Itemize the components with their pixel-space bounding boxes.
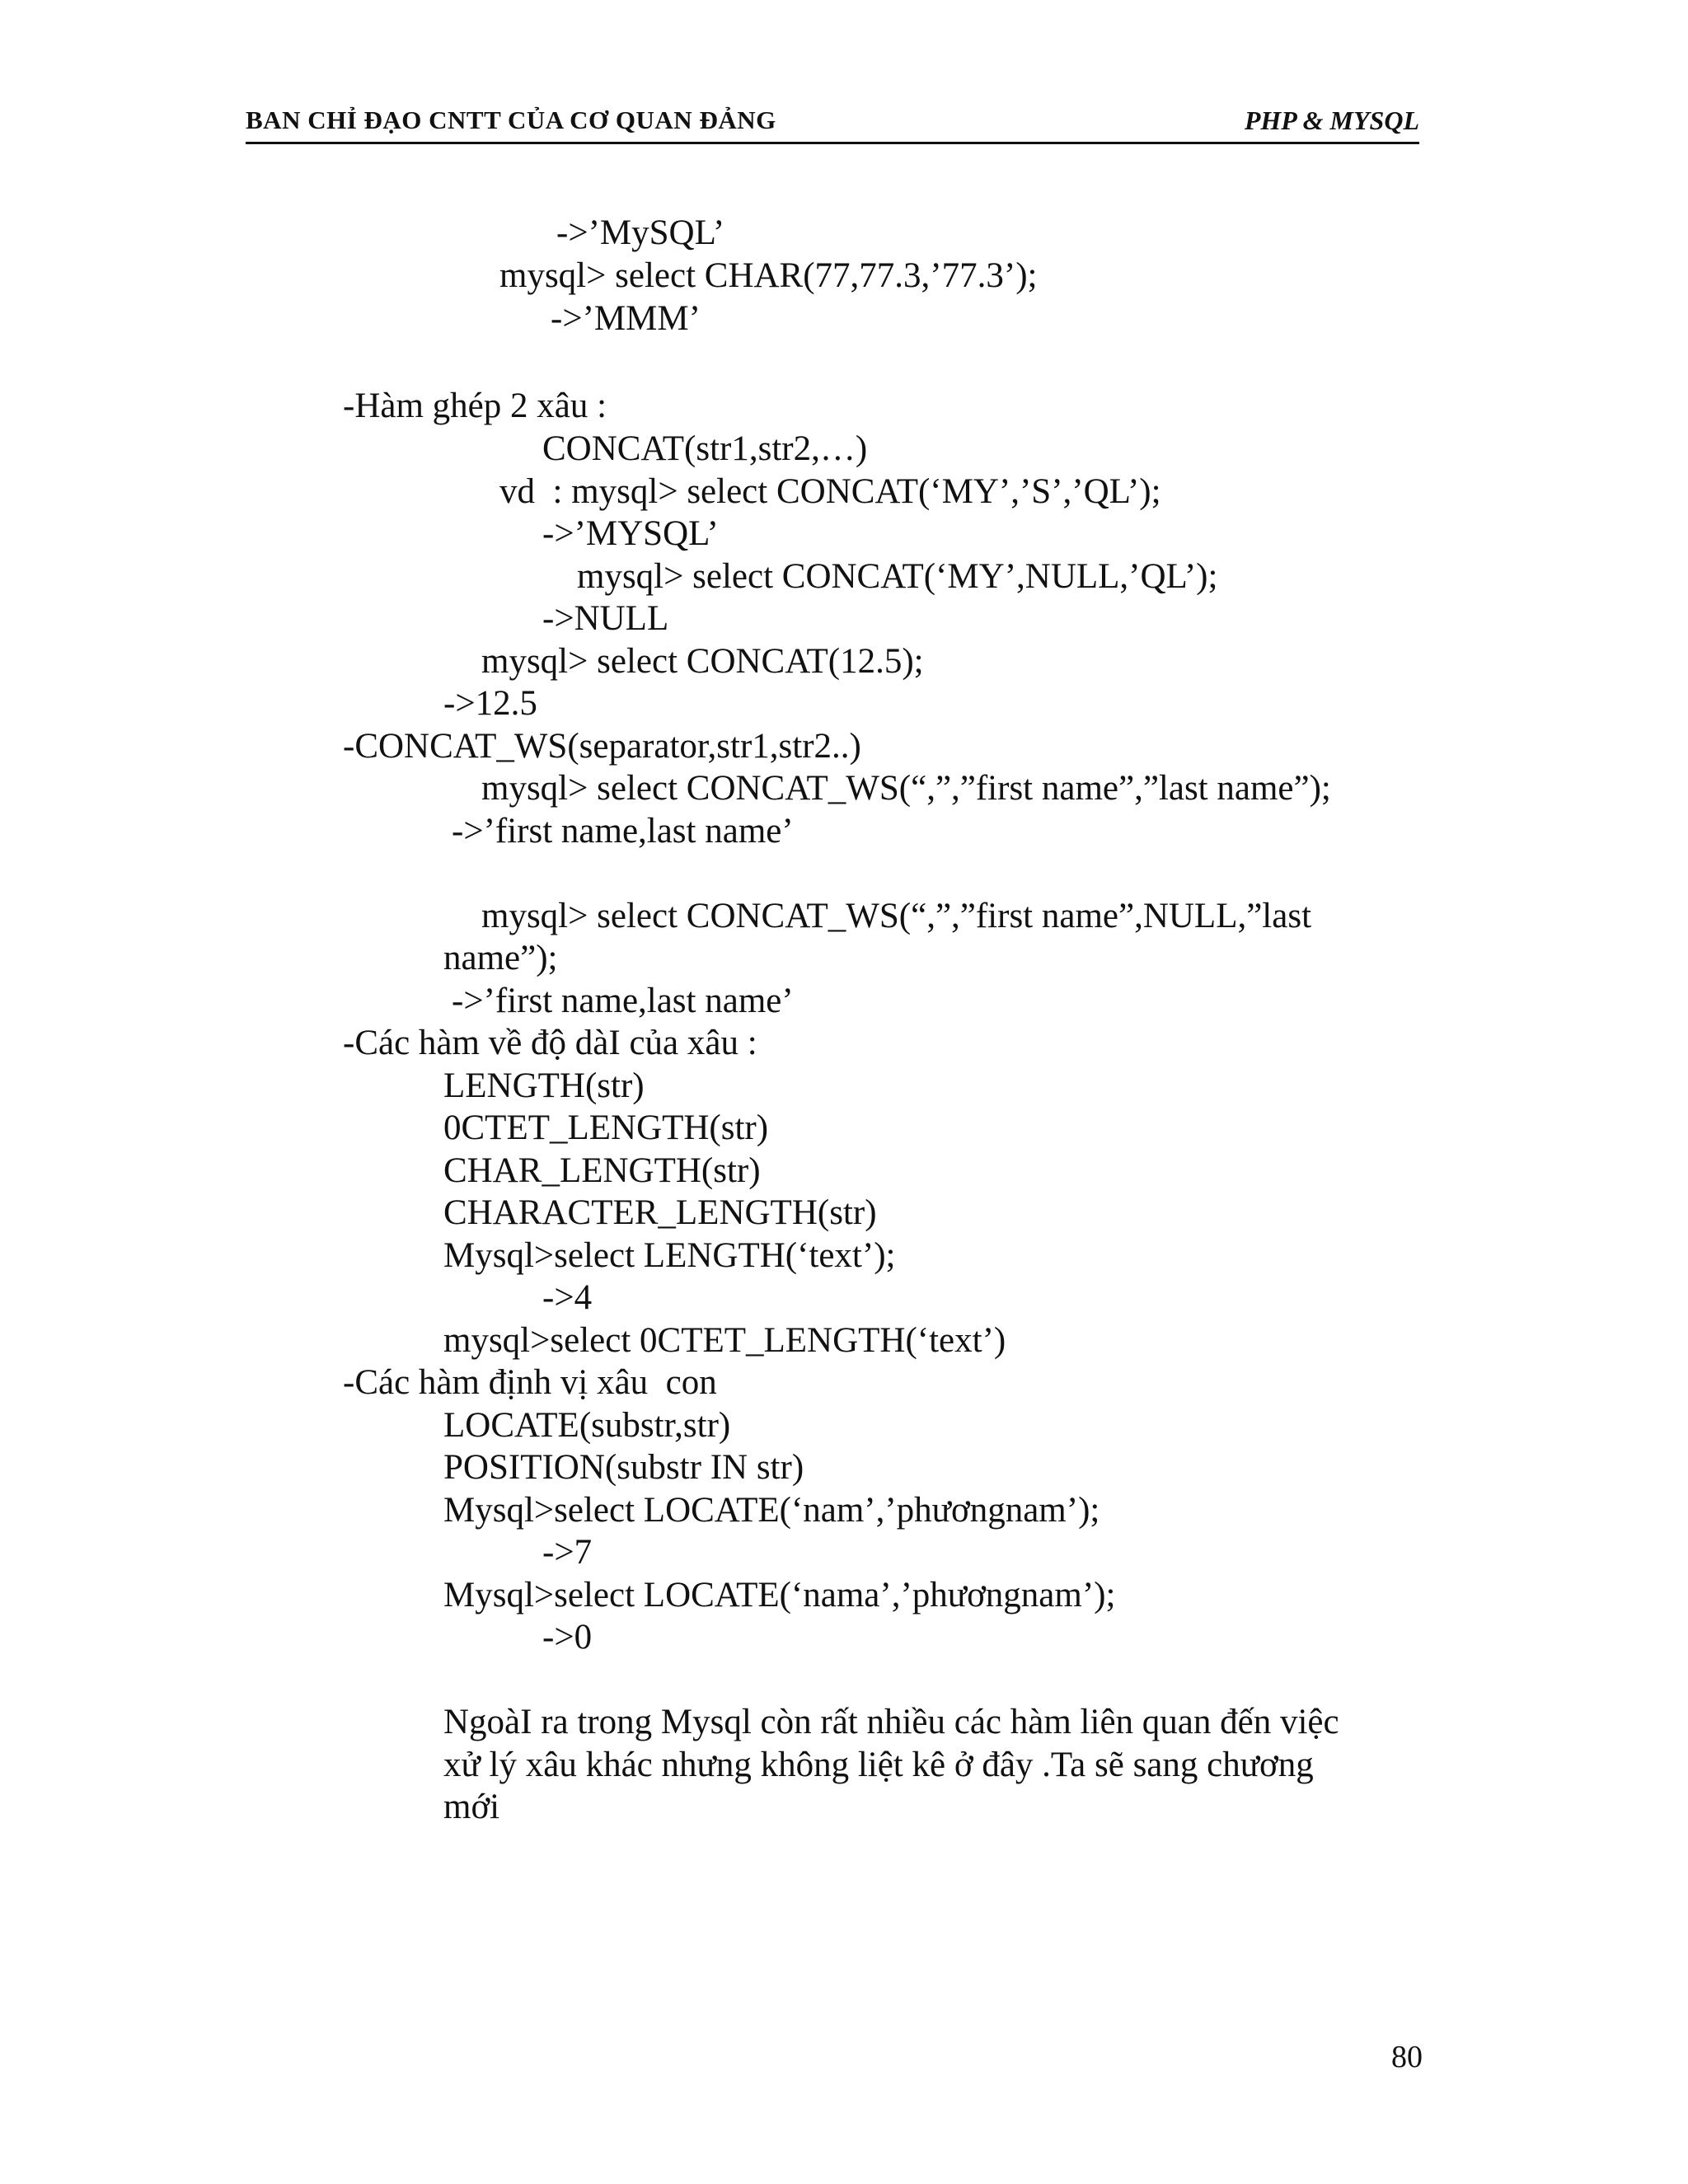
text-line: mysql> select CHAR(77,77.3,’77.3’); — [499, 256, 1038, 295]
text-line: ->’MySQL’ — [556, 213, 725, 252]
text-line: name”); — [443, 939, 558, 977]
section-heading: -Các hàm định vị xâu con — [343, 1363, 717, 1402]
page-header — [246, 105, 1419, 144]
text-line: Mysql>select LENGTH(‘text’); — [443, 1236, 896, 1275]
text-line: Mysql>select LOCATE(‘nama’,’phươngnam’); — [443, 1576, 1116, 1615]
text-line: CHARACTER_LENGTH(str) — [443, 1193, 877, 1232]
text-line: POSITION(substr IN str) — [443, 1448, 804, 1487]
text-line: CHAR_LENGTH(str) — [443, 1151, 761, 1190]
page-number: 80 — [1391, 2040, 1423, 2074]
text-line: mysql>select 0CTET_LENGTH(‘text’) — [443, 1321, 1006, 1360]
header-title: PHP & MYSQL — [1244, 105, 1419, 135]
section-heading: -Các hàm về độ dàI của xâu : — [343, 1024, 757, 1062]
text-line: ->’first name,last name’ — [452, 812, 794, 851]
text-line: mysql> select CONCAT_WS(“,”,”first name”,”last name”); — [481, 769, 1331, 808]
text-line: ->NULL — [542, 599, 669, 638]
header-organization: BAN CHỈ ĐẠO CNTT CỦA CƠ QUAN ĐẢNG — [246, 105, 776, 134]
text-line: CONCAT(str1,str2,…) — [542, 429, 868, 468]
text-line: LENGTH(str) — [443, 1066, 645, 1105]
paragraph-line: NgoàI ra trong Mysql còn rất nhiều các hàm liên quan đến việc — [443, 1703, 1339, 1741]
section-heading: -Hàm ghép 2 xâu : — [343, 387, 607, 425]
text-line: mysql> select CONCAT(12.5); — [481, 642, 924, 681]
text-line: mysql> select CONCAT(‘MY’,NULL,’QL’); — [577, 557, 1218, 596]
text-line: 0CTET_LENGTH(str) — [443, 1108, 769, 1147]
text-line: ->4 — [542, 1278, 593, 1317]
text-line: Mysql>select LOCATE(‘nam’,’phươngnam’); — [443, 1491, 1100, 1530]
text-line: ->12.5 — [443, 684, 537, 723]
section-heading: -CONCAT_WS(separator,str1,str2..) — [343, 727, 861, 766]
text-line: ->’MYSQL’ — [542, 514, 719, 553]
text-line: vd : mysql> select CONCAT(‘MY’,’S’,’QL’); — [499, 472, 1161, 511]
text-line: LOCATE(substr,str) — [443, 1406, 731, 1445]
text-line: ->’first name,last name’ — [452, 982, 794, 1020]
text-line: ->’MMM’ — [551, 299, 701, 338]
text-line: ->7 — [542, 1533, 593, 1572]
text-line: mysql> select CONCAT_WS(“,”,”first name”,NULL,”last — [481, 897, 1312, 935]
paragraph-line: xử lý xâu khác nhưng không liệt kê ở đây .Ta sẽ sang chương — [443, 1746, 1314, 1784]
paragraph-line: mới — [443, 1788, 500, 1826]
text-line: ->0 — [542, 1618, 593, 1657]
